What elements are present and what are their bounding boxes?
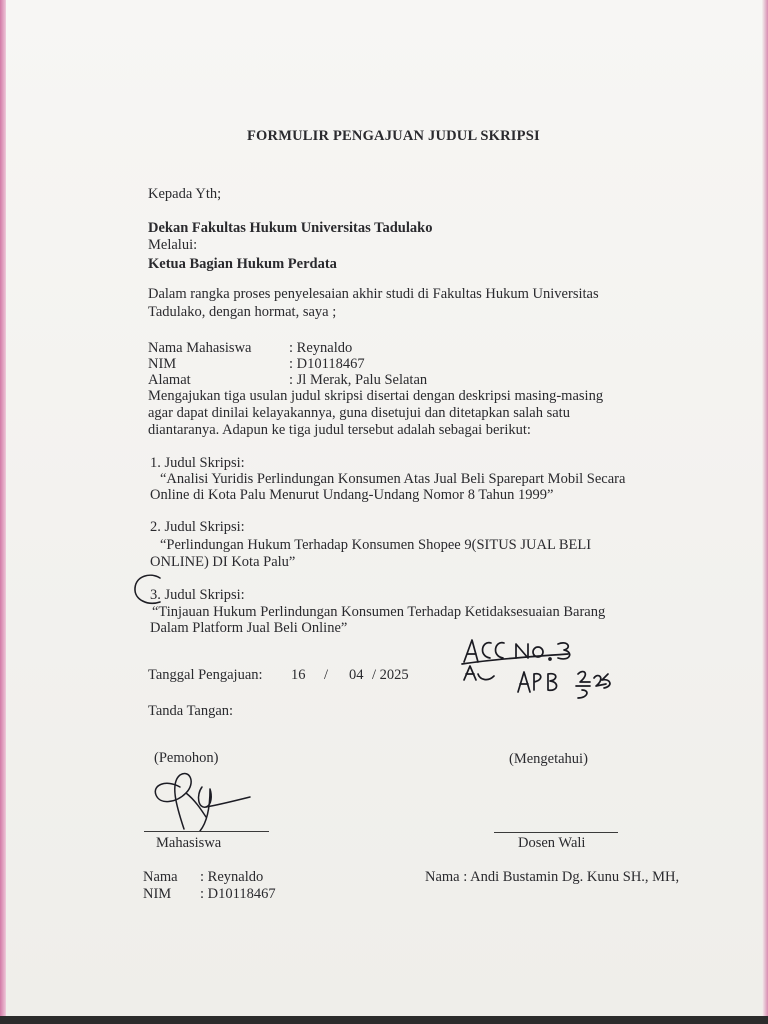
submission-line-3: diantaranya. Adapun ke tiga judul tersebut adalah sebagai berikut: [148,422,531,438]
advisor-title: Dosen Wali [518,835,586,851]
date-month: 04 [349,667,364,683]
student-address-value: : Jl Merak, Palu Selatan [289,372,428,388]
handwritten-circle-mark [130,570,176,610]
date-sep-1: / [324,667,329,683]
date-label: Tanggal Pengajuan: [148,667,263,683]
document-page [6,0,762,1016]
student-nim-value: : D10118467 [289,356,365,372]
paper-edge-right [762,0,768,1024]
paper-edge-bottom [0,1016,768,1024]
advisor-role: (Mengetahui) [509,751,588,767]
handwritten-approval-note [458,634,618,704]
document-title: FORMULIR PENGAJUAN JUDUL SKRIPSI [247,128,540,144]
submission-text [148,388,654,439]
student-nim-label: NIM [148,356,177,372]
title-3-line-2: Dalam Platform Jual Beli Online” [150,620,348,636]
title-2-line-1: “Perlindungan Hukum Terhadap Konsumen Shopee 9(SITUS JUAL BELI [160,537,592,553]
greeting: Kepada Yth; [148,186,222,202]
applicant-nim-value: : D10118467 [200,886,276,902]
student-address-label: Alamat [148,372,191,388]
applicant-nim-label: NIM [143,886,172,902]
via-recipient: Ketua Bagian Hukum Perdata [148,256,337,272]
applicant-signature-line [144,831,269,832]
student-name-value: : Reynaldo [289,340,353,356]
date-year: / 2025 [372,667,409,683]
via-label: Melalui: [148,237,198,253]
title-1-heading: 1. Judul Skripsi: [150,455,245,471]
title-3-line-1: “Tinjauan Hukum Perlindungan Konsumen Terhadap Ketidaksesuaian Barang [152,604,606,620]
date-day: 16 [291,667,306,683]
applicant-name-value: : Reynaldo [200,869,264,885]
applicant-title: Mahasiswa [156,835,222,851]
applicant-role: (Pemohon) [154,750,219,766]
student-name-label: Nama Mahasiswa [148,340,252,356]
submission-line-1: Mengajukan tiga usulan judul skripsi disertai dengan deskripsi masing-masing [148,388,604,404]
title-1-line-2: Online di Kota Palu Menurut Undang-Undang Nomor 8 Tahun 1999” [150,487,554,503]
applicant-signature [146,765,256,837]
title-3-heading: 3. Judul Skripsi: [150,587,245,603]
signature-label: Tanda Tangan: [148,703,234,719]
applicant-name-label: Nama [143,869,178,885]
intro-line-2: Tadulako, dengan hormat, saya ; [148,304,337,320]
advisor-name: Nama : Andi Bustamin Dg. Kunu SH., MH, [425,869,680,885]
recipient: Dekan Fakultas Hukum Universitas Tadulako [148,220,433,236]
title-1-line-1: “Analisi Yuridis Perlindungan Konsumen Atas Jual Beli Sparepart Mobil Secara [160,471,626,487]
submission-line-2: agar dapat dinilai kelayakannya, guna disetujui dan ditetapkan salah satu [148,405,570,421]
title-2-heading: 2. Judul Skripsi: [150,519,245,535]
advisor-signature-line [494,832,618,833]
intro-line-1: Dalam rangka proses penyelesaian akhir studi di Fakultas Hukum Universitas [148,286,599,302]
title-2-line-2: ONLINE) DI Kota Palu” [150,554,296,570]
